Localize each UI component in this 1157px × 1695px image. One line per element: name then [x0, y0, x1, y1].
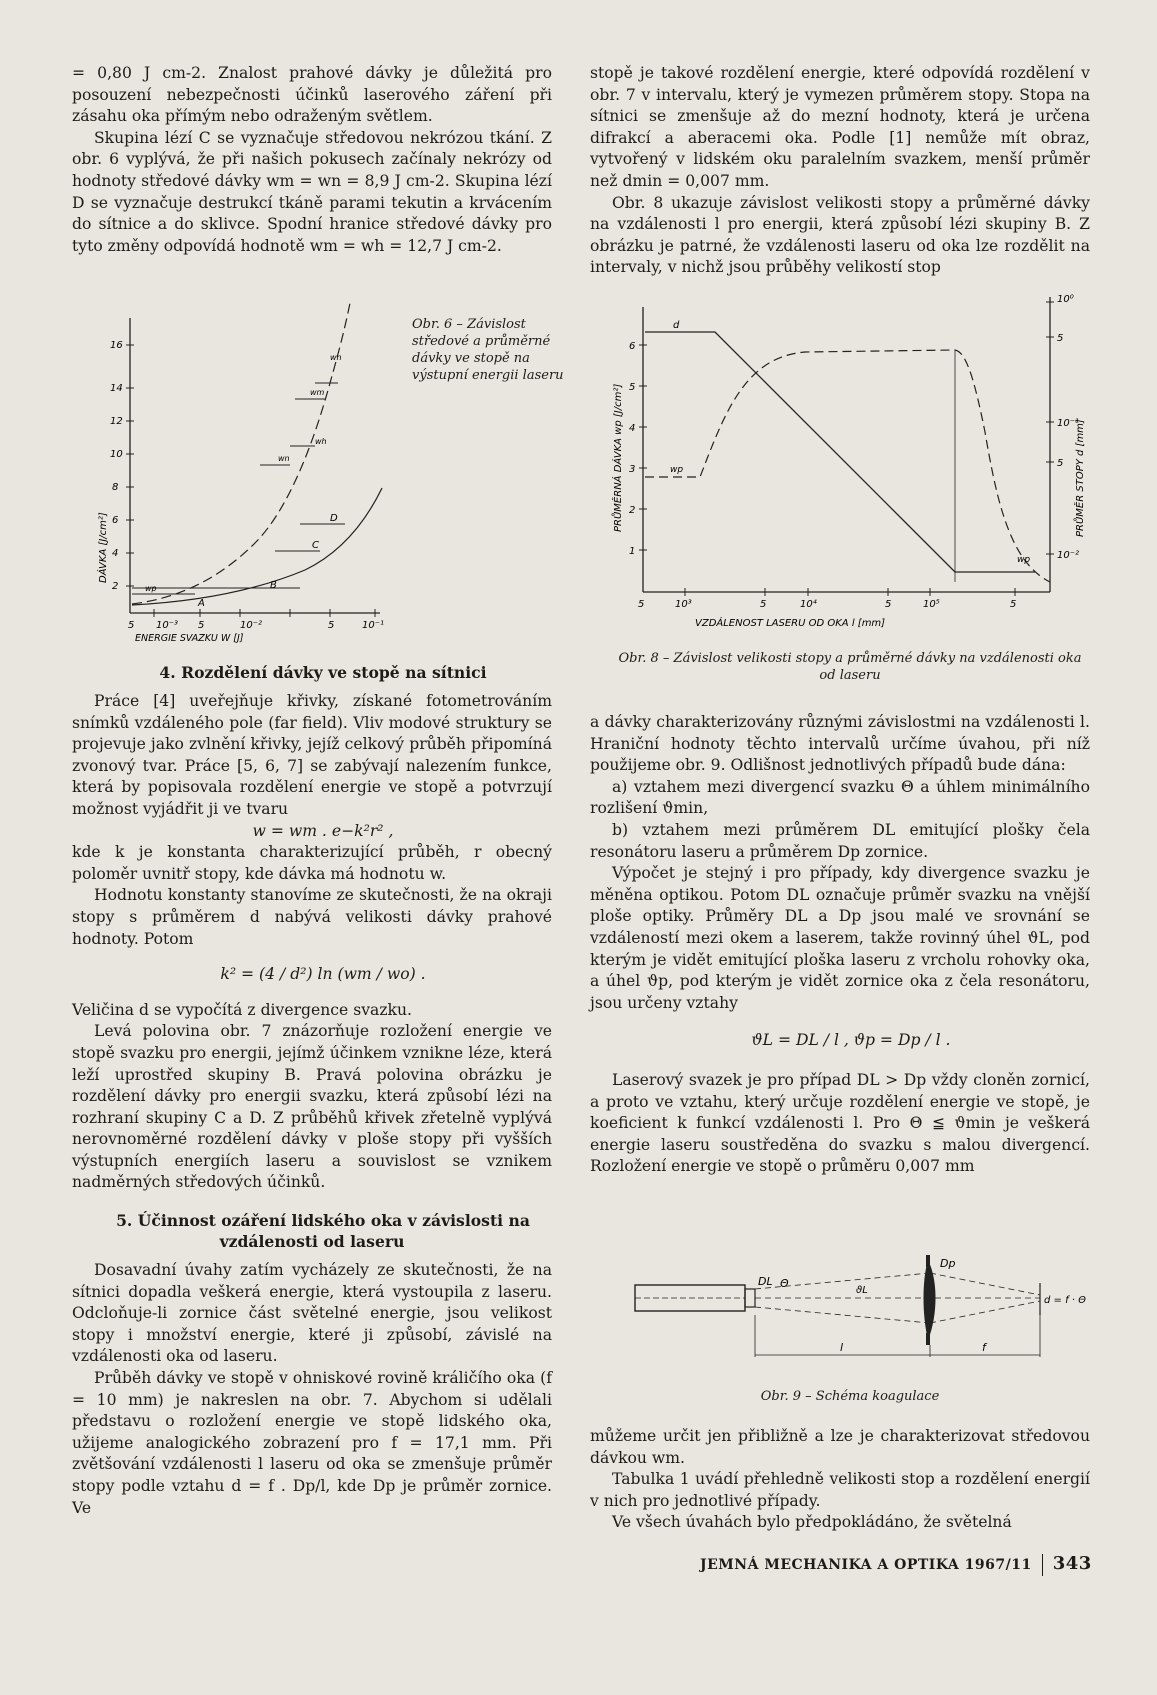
x-tick: 5 — [638, 599, 645, 610]
paragraph: Veličina d se vypočítá z divergence svazku. — [72, 1000, 412, 1019]
page-footer — [700, 1553, 1092, 1576]
x-axis-label: VZDÁLENOST LASERU OD OKA l [mm] — [695, 618, 886, 629]
curve-wp — [132, 488, 382, 605]
paragraph: Tabulka 1 uvádí přehledně velikosti stop a rozdělení energií v nich pro jednotlivé případy. — [590, 1470, 1090, 1510]
label-f: f — [982, 1341, 986, 1354]
x-tick: 5 — [760, 599, 767, 610]
paragraph: b) vztahem mezi průměrem DL emitující plošky čela resonátoru laseru a průměrem Dp zornice. — [590, 820, 1090, 861]
x-tick: 10⁴ — [800, 599, 817, 610]
section-heading-5: 5. Účinnost ozáření lidského oka v závislosti na vzdálenosti od laseru — [116, 1211, 530, 1252]
region-label-b: B — [270, 580, 277, 591]
paragraph: Výpočet je stejný i pro případy, kdy divergence svazku je měněna optikou. Potom DL označuje průměr svazku na vnější ploše optiky. Průměry DL a Dp jsou malé ve srovnání se vzdáleností mezi okem a laserem, takže rovinný úhel ϑL, pod kterým je vidět emitující ploška laseru z vrcholu rohovky oka, a úhel ϑp, pod kterým je vidět zornice oka z čela resonátoru, jsou určeny vztahy — [590, 864, 1090, 1012]
left-tick-labels — [629, 341, 635, 557]
figure-9-diagram — [630, 1255, 1087, 1380]
label-wm: wm — [310, 388, 325, 397]
y2-tick: 5 — [1057, 333, 1064, 344]
label-theta-l: ϑL — [856, 1285, 868, 1296]
region-label-a: A — [198, 598, 205, 609]
left-column-bottom — [72, 662, 552, 1519]
figure-6-chart — [90, 308, 390, 648]
paragraph: a) vztahem mezi divergencí svazku Θ a úhlem minimálního rozlišení ϑmin, — [590, 777, 1090, 818]
figure-8-caption: Obr. 8 – Závislost velikosti stopy a průměrné dávky na vzdálenosti oka od laseru — [618, 651, 1082, 683]
label-wp-right: wp — [1017, 555, 1031, 565]
x-tick: 10⁵ — [923, 599, 940, 610]
paragraph: můžeme určit jen přibližně a lze je charakterizovat středovou dávkou wm. — [590, 1427, 1090, 1467]
y-tick: 3 — [629, 464, 636, 475]
paragraph: stopě je takové rozdělení energie, které odpovídá rozdělení v obr. 7 v intervalu, který je vymezen průměrem stopy. Stopa na sítnici se zmenšuje až do mezní hodnoty, která je určena difrakcí a aberacemi oka. Podle [1] nemůže mít obraz, vytvořený v lidském oku paralelním svazkem, menší průměr než dmin = 0,007 mm. — [590, 64, 1090, 190]
label-wn: wn — [278, 454, 290, 463]
formula-1: w = wm . e−k²r² , — [252, 821, 394, 840]
footer-divider — [1042, 1554, 1043, 1576]
y-tick: 6 — [629, 341, 636, 352]
label-d: d — [673, 320, 680, 331]
figure-6-caption: Obr. 6 – Závislost středové a průměrné dávky ve stopě na výstupní energii laseru — [412, 317, 564, 383]
paragraph: Laserový svazek je pro případ DL > Dp vždy cloněn zornicí, a proto ve vztahu, který určuje rozdělení energie ve stopě, je koeficient k funkcí vzdálenosti l. Pro Θ ≦ ϑmin je veškerá energie laseru soustředěna do svazku s malou divergencí. Rozložení energie ve stopě o průměru 0,007 mm — [590, 1070, 1090, 1176]
curve-d — [645, 332, 1035, 572]
y-tick: 16 — [110, 340, 123, 351]
x-tick: 10⁻¹ — [362, 620, 385, 631]
y2-tick: 10⁻¹ — [1057, 418, 1080, 429]
x-tick: 10⁻² — [240, 620, 263, 631]
journal-name: JEMNÁ MECHANIKA A OPTIKA 1967/11 — [700, 1557, 1032, 1573]
y-tick: 10 — [110, 449, 123, 460]
label-wn-upper: wn — [330, 353, 342, 362]
x-tick: 5 — [1010, 599, 1017, 610]
label-theta: Θ — [780, 1277, 789, 1290]
paragraph: Skupina lézí C se vyznačuje středovou nekrózou tkání. Z obr. 6 vyplývá, že při našich pokusech začínaly nekrózy od hodnoty středové dávky wm = wn = 8,9 J cm-2. Skupina lézí D se vyznačuje destrukcí tkáně parami tekutin a krvácením do sítnice a do sklivce. Spodní hranice středové dávky pro tyto změny odpovídá hodnotě wm = wh = 12,7 J cm-2. — [72, 128, 552, 255]
label-l: l — [840, 1341, 844, 1354]
paragraph: Obr. 8 ukazuje závislost velikosti stopy a průměrné dávky na vzdálenosti l pro energii, která způsobí lézi skupiny B. Z obrázku je patrné, že vzdálenosti laseru od oka lze rozdělit na intervaly, v nichž jsou průběhy velikostí stop — [590, 193, 1090, 277]
x-tick: 10³ — [675, 599, 692, 610]
section-heading-4: 4. Rozdělení dávky ve stopě na sítnici — [159, 663, 487, 682]
label-dl: DL — [758, 1275, 773, 1288]
y-tick: 8 — [112, 482, 119, 493]
formula-3: ϑL = DL / l , ϑp = Dp / l . — [751, 1031, 951, 1050]
label-wp: wp — [145, 584, 157, 593]
x-tick: 5 — [328, 620, 335, 631]
paragraph: Hodnotu konstanty stanovíme ze skutečnosti, že na okraji stopy s průměrem d nabývá velikosti dávky prahové hodnoty. Potom — [72, 886, 552, 948]
y2-tick: 10⁰ — [1057, 294, 1074, 305]
formula-2: k² = (4 / d²) ln (wm / wo) . — [220, 965, 426, 984]
eye-lens — [924, 1260, 936, 1340]
x-tick-labels — [638, 598, 1016, 610]
x-tick: 5 — [885, 599, 892, 610]
left-column-top — [72, 63, 552, 257]
y-tick: 14 — [110, 383, 123, 394]
y-axis-label-right: PRŮMĚR STOPY d [mm] — [1075, 419, 1086, 537]
paragraph: Práce [4] uveřejňuje křivky, získané fotometrováním snímků vzdáleného pole (far field). Vliv modové struktury se projevuje jako zvlnění křivky, jejíž celkový průběh připomíná zvonový tvar. Práce [5, 6, 7] se zabývají nalezením funkce, která by popisovala rozdělení energie ve stopě a potvrzují možnost vyjádřit ji ve tvaru — [72, 692, 552, 818]
right-column-bottom — [590, 1426, 1090, 1534]
y-tick: 2 — [112, 581, 119, 592]
y-tick: 2 — [629, 505, 636, 516]
y2-tick: 5 — [1057, 458, 1064, 469]
y-tick-labels — [110, 340, 123, 592]
paragraph: = 0,80 J cm-2. Znalost prahové dávky je důležitá pro posouzení nebezpečnosti účinků laserového záření při zásahu oka přímým nebo odraženým světlem. — [72, 64, 552, 126]
x-tick: 5 — [128, 620, 135, 631]
paragraph: a dávky charakterizovány různými závislostmi na vzdálenosti l. Hraniční hodnoty těchto intervalů určíme úvahou, při níž použijeme obr. 9. Odlišnost jednotlivých případů bude dána: — [590, 713, 1090, 775]
figure-9-caption: Obr. 9 – Schéma koagulace — [760, 1389, 940, 1404]
y-tick: 6 — [112, 515, 119, 526]
paragraph: kde k je konstanta charakterizující průběh, r obecný poloměr uvnitř stopy, kde dávka má hodnotu w. — [72, 843, 552, 883]
x-tick: 5 — [198, 620, 205, 631]
paragraph: Průběh dávky ve stopě v ohniskové rovině králičího oka (f = 10 mm) je nakreslen na obr. 7. Abychom si udělali představu o rozložení energie ve stopě lidského oka, užijeme analogického zobrazení pro f = 17,1 mm. Při zvětšování vzdálenosti l laseru od oka se zmenšuje průměr stopy podle vztahu d = f . Dp/l, kde Dp je průměr zornice. Ve — [72, 1369, 552, 1517]
curve-wp — [645, 350, 1050, 582]
paragraph: Levá polovina obr. 7 znázorňuje rozložení energie ve stopě svazku pro energii, jejímž účinkem vznikne léze, která leží uprostřed skupiny B. Pravá polovina obrázku je rozdělení dávky pro energii svazku, která způsobí lézi na rozhraní skupiny C a D. Z průběhů křivek zřetelně vyplývá nerovnoměrné rozdělení dávky v ploše stopy při vyšších výstupních energiích laseru a souvislost se vznikem nadměrných středových účinků. — [72, 1022, 552, 1192]
paragraph: Dosavadní úvahy zatím vycházely ze skutečnosti, že na sítnici dopadla veškerá energie, která vystoupila z laseru. Odcloňuje-li zornice část světelné energie, jsou velikost stopy i množství energie, které ji způsobí, závislé na vzdálenosti oka od laseru. — [72, 1261, 552, 1366]
page-number: 343 — [1052, 1553, 1092, 1574]
y-tick: 4 — [112, 548, 119, 559]
label-d-f-theta: d = f · Θ — [1044, 1295, 1087, 1306]
curve-wm — [132, 303, 350, 604]
x-tick-labels — [128, 620, 384, 631]
y-axis-label-left: PRŮMĚRNÁ DÁVKA wp [J/cm²] — [613, 383, 624, 532]
y2-tick: 10⁻² — [1057, 550, 1080, 561]
region-label-d: D — [330, 513, 338, 524]
paragraph: Ve všech úvahách bylo předpokládáno, že světelná — [612, 1513, 1012, 1532]
y-tick: 12 — [110, 416, 123, 427]
y-axis-label: DÁVKA [J/cm²] — [98, 512, 109, 583]
right-column-top — [590, 63, 1090, 279]
label-wh: wh — [315, 437, 327, 446]
figure-8-chart — [605, 292, 1090, 637]
x-axis-label: ENERGIE SVAZKU W [J] — [135, 633, 244, 644]
label-dp: Dp — [940, 1257, 956, 1270]
right-column-middle — [590, 712, 1090, 1178]
x-tick: 10⁻³ — [156, 620, 179, 631]
region-label-c: C — [312, 540, 319, 551]
label-wp: wp — [670, 465, 684, 475]
y-tick: 5 — [629, 382, 636, 393]
y-tick: 4 — [629, 423, 636, 434]
y-tick: 1 — [629, 546, 636, 557]
